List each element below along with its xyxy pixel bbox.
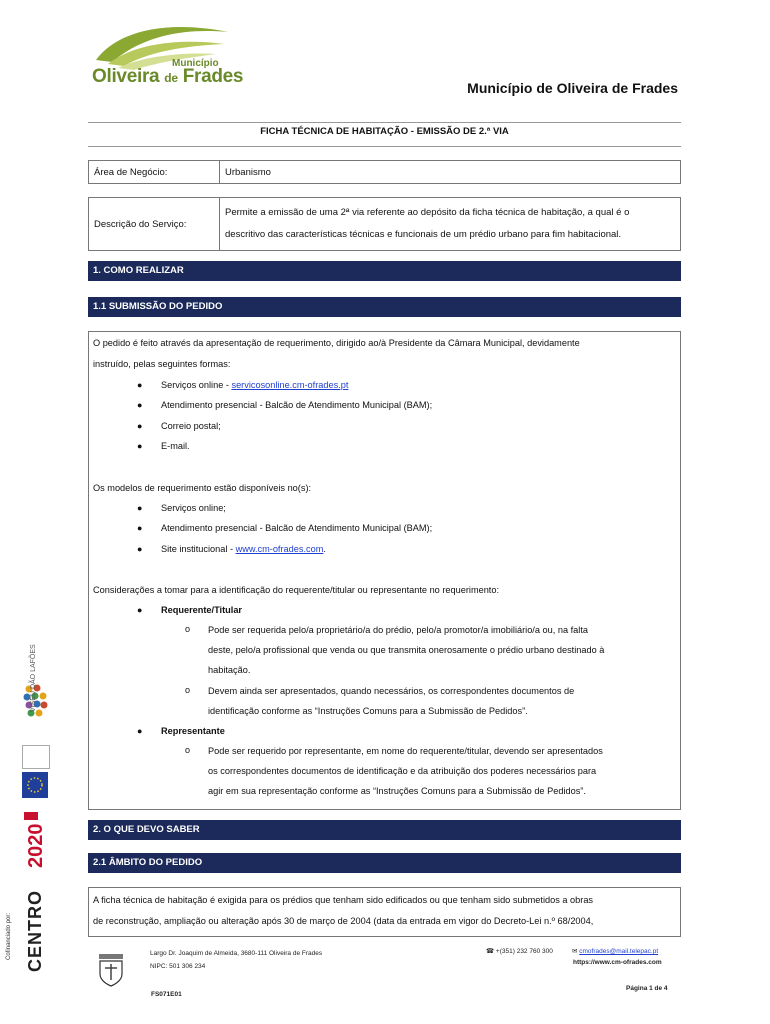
list-item: Atendimento presencial - Balcão de Atendimento Municipal (BAM); (161, 523, 433, 533)
list-item: Atendimento presencial - Balcão de Atendimento Municipal (BAM); (161, 400, 433, 410)
service-description-table (88, 197, 681, 251)
list-item: Pode ser requerida pelo/a proprietário/a do prédio, pelo/a promotor/a imobiliário/a ou, na falta (208, 625, 588, 635)
paragraph-line: de reconstrução, ampliação ou alteração após 30 de março de 2004 (data da entrada em vigor do Decreto-Lei n.º 68/2004, (93, 916, 594, 926)
paragraph-line: A ficha técnica de habitação é exigida para os prédios que tenham sido edificados ou que tenham sido submetidos a obras (93, 895, 594, 905)
footer-phone: ☎ +(351) 232 760 300 (486, 948, 553, 955)
section-heading-ambito: 2.1 ÂMBITO DO PEDIDO (88, 853, 681, 873)
area-label: Área de Negócio: (89, 161, 220, 184)
list-item: Correio postal; (161, 421, 221, 431)
list-item: Serviços online - servicosonline.cm-ofrades.pt (161, 380, 349, 390)
centro-logo: CENTRO (25, 890, 45, 972)
website-link[interactable]: www.cm-ofrades.com (235, 544, 324, 554)
business-area-table (88, 160, 681, 184)
paragraph-line: Os modelos de requerimento estão disponíveis no(s): (93, 483, 312, 493)
online-services-link[interactable]: servicosonline.cm-ofrades.pt (231, 380, 349, 390)
list-item: identificação conforme as “Instruções Comuns para a Submissão de Pedidos”. (208, 706, 528, 716)
page-number: Página 1 de 4 (626, 985, 668, 992)
list-item: Serviços online; (161, 503, 226, 513)
section-heading-submissao: 1.1 SUBMISSÃO DO PEDIDO (88, 297, 681, 317)
paragraph-line: instruído, pelas seguintes formas: (93, 359, 231, 369)
footer-form-code: FS071E01 (151, 991, 182, 998)
document-title: FICHA TÉCNICA DE HABITAÇÃO - EMISSÃO DE 2.ª VIA (260, 126, 509, 137)
phone-icon: ☎ (486, 948, 495, 955)
email-icon: ✉ (572, 948, 578, 955)
list-item: agir em sua representação conforme as “Instruções Comuns para a Submissão de Pedidos”. (208, 786, 586, 796)
list-item: os correspondentes documentos de identificação e da atribuição dos poderes necessários para (208, 766, 597, 776)
sidebar-visao-text: VISEU DÃO LAFÕES (30, 644, 37, 712)
portugal-2020-year: 2020 (25, 823, 47, 868)
list-item: deste, pelo/a profissional que venda ou que transmita onerosamente o prédio urbano destinado à (208, 645, 605, 655)
portugal-2020-mark (24, 812, 38, 820)
footer-nipc: NIPC: 501 306 234 (150, 963, 206, 970)
eu-flag-icon (22, 772, 48, 798)
area-value: Urbanismo (220, 161, 681, 184)
logo-text-municipio: Município (172, 58, 219, 69)
list-item: Devem ainda ser apresentados, quando necessários, os correspondentes documentos de (208, 686, 575, 696)
footer-website[interactable]: https://www.cm-ofrades.com (573, 959, 662, 966)
paragraph-line: O pedido é feito através da apresentação de requerimento, dirigido ao/à Presidente da Câmara Municipal, devidamente (93, 338, 580, 348)
list-item: habitação. (208, 665, 251, 675)
list-item: Pode ser requerido por representante, em nome do requerente/titular, devendo ser apresentados (208, 746, 603, 756)
footer-address: Largo Dr. Joaquim de Almeida, 3680-111 Oliveira de Frades (150, 950, 323, 957)
cofinanciado-label: Cofinanciado por: (6, 912, 12, 960)
list-item: Site institucional - www.cm-ofrades.com. (161, 544, 326, 554)
section-heading-o-que-devo-saber: 2. O QUE DEVO SABER (88, 820, 681, 840)
representante-title: Representante (161, 726, 225, 736)
header-title: Município de Oliveira de Frades (467, 80, 678, 96)
footer-email: ✉ cmofrades@mail.telepac.pt (572, 948, 659, 955)
divider (88, 146, 681, 147)
divider (88, 122, 681, 123)
eu-mark (22, 745, 50, 769)
paragraph-line: Considerações a tomar para a identificação do requerente/titular ou representante no requerimento: (93, 585, 500, 595)
description-label: Descrição do Serviço: (89, 198, 220, 251)
section-heading-como-realizar: 1. COMO REALIZAR (88, 261, 681, 281)
coat-of-arms-icon (96, 952, 126, 988)
description-value: Permite a emissão de uma 2ª via referente ao depósito da ficha técnica de habitação, a qual é o descritivo das características técnicas e funcionais de um prédio urbano para fim habitacional. (220, 198, 681, 251)
list-item: E-mail. (161, 441, 190, 451)
logo-text-oliveira-de-frades: Oliveira de Frades (92, 66, 244, 87)
requerente-title: Requerente/Titular (161, 605, 243, 615)
